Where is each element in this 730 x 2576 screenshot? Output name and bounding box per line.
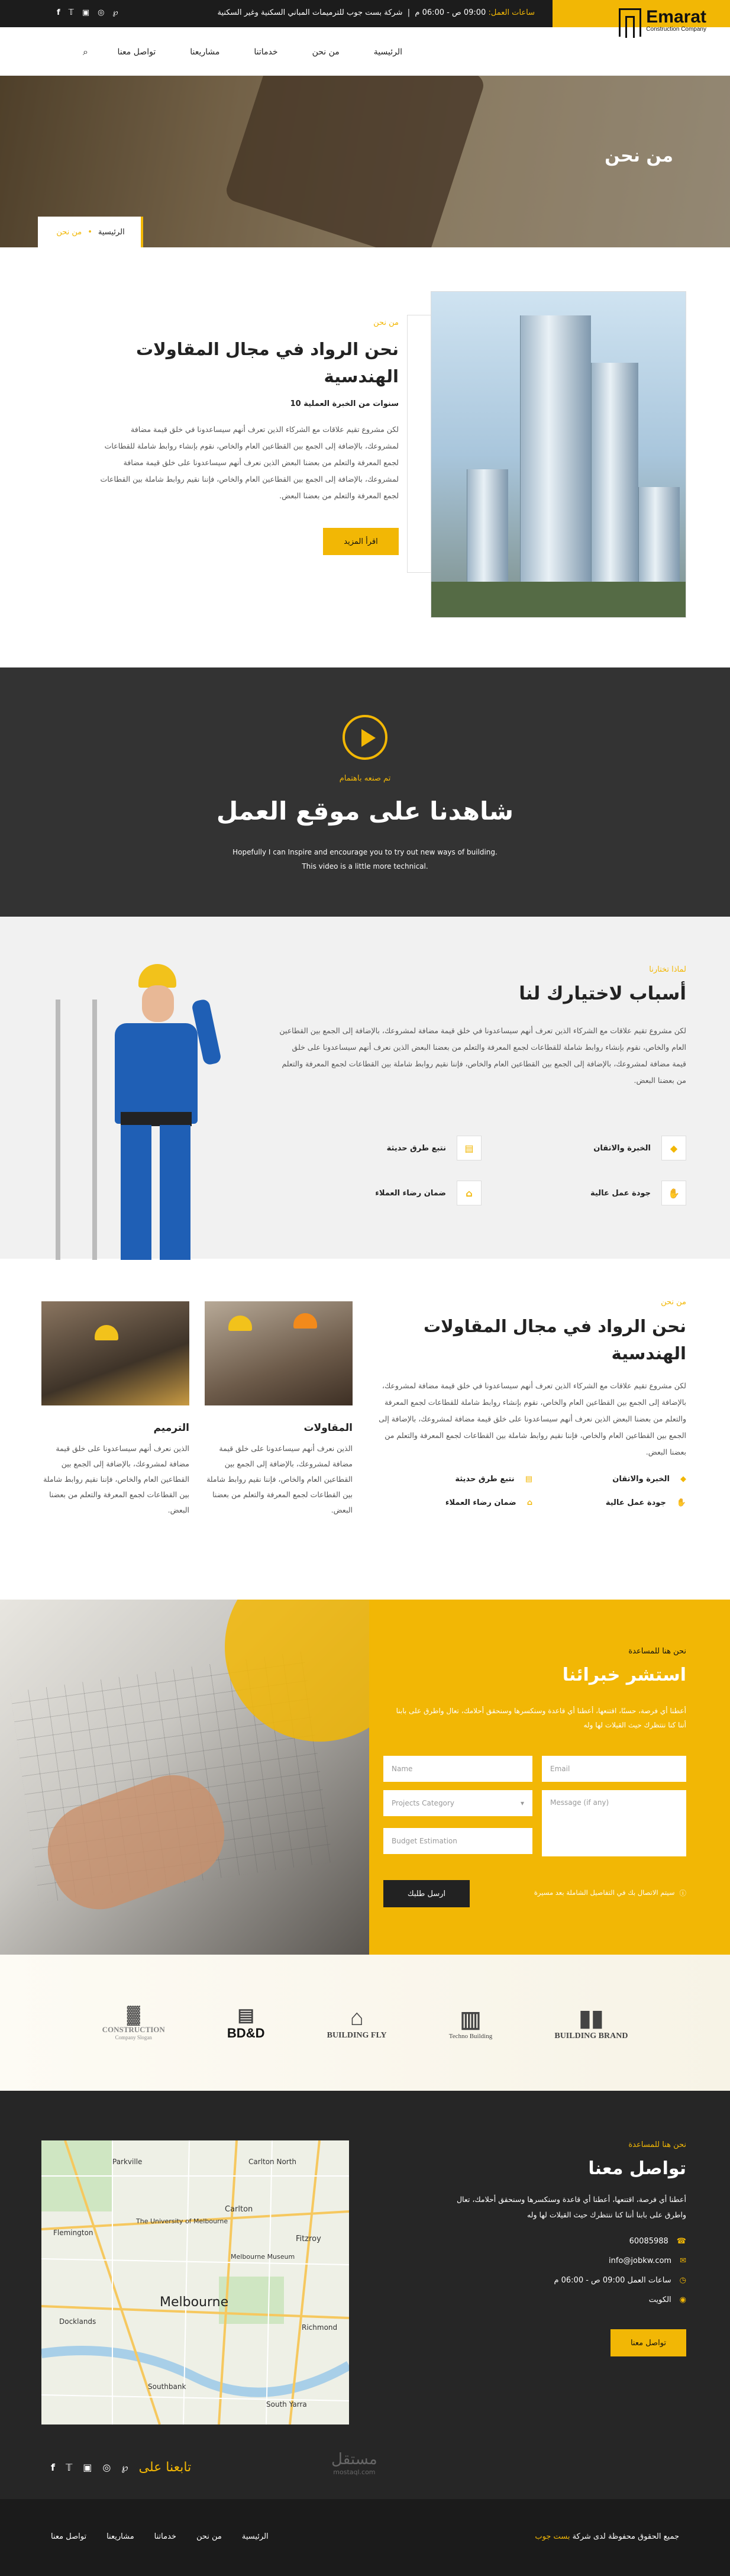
breadcrumb-separator: • (88, 227, 92, 237)
location-value: الكويت (648, 2295, 671, 2304)
map-label: The University of Melbourne (136, 2217, 228, 2225)
consult-desc: أعطنا أي فرصة، حسنًا، اقتنعها، أعطنا أي قاعدة وسنكسرها وسنحقق أحلامك، تعال واطرق على بابنا أننا كنا ننتظرك حيث القيلات لها وله (396, 1707, 686, 1729)
company-name: شركة بست جوب للترميمات المباني السكنية وغير السكنية (217, 8, 403, 17)
copyright-prefix: جميع الحقوق محفوظة لدى شركة (572, 2532, 679, 2541)
footer-link-services[interactable]: خدماتنا (154, 2532, 176, 2541)
contact-button[interactable]: تواصل معنا (611, 2329, 686, 2356)
why-body: لكن مشروع تقيم علاقات مع الشركاء الذين تعرف أنهم سيساعدونا في خلق قيمة مضافة لمشروعك، بالإضافة إلى الجمع بين القطاعين العام والخاص، نقوم بإنشاء روابط شاملة للقطاعات لجمع المعرفة والتعلم من بعضنا البعض الذين نعرف أنهم سيساعدونا على خلق قيمة مضافة لمشروعك، بالإضافة إلى الجمع بين القطاعين العام والخاص، فإننا نقيم روابط شاملة بين القطاعات لجمع المعرفة والتعلم من بعضنا البعض. (279, 1026, 686, 1085)
service-body: الذين نعرف أنهم سيساعدونا على خلق قيمة مضافة لمشروعك، بالإضافة إلى الجمع بين القطاعين العام والخاص، فإننا نقيم روابط شاملة بين القطاعات لجمع المعرفة والتعلم من بعضنا البعض. (206, 1444, 353, 1514)
building-icon: ▥ (460, 2007, 482, 2032)
why-section (0, 917, 730, 1259)
consult-note-text: سيتم الاتصال بك في التفاصيل الشاملة بعد مسيرة (534, 1888, 675, 1897)
contact-section (0, 2091, 730, 2446)
hours-value: 09:00 ص - 06:00 م (415, 8, 486, 17)
breadcrumb-current: من نحن (56, 227, 82, 237)
map-label: Richmond (302, 2323, 338, 2332)
brands-strip (0, 1955, 730, 2091)
feature-label: نتبع طرق حديثة (455, 1475, 515, 1484)
feature-label: ضمان رضاء العملاء (445, 1498, 516, 1507)
category-select[interactable] (383, 1790, 532, 1816)
email-field[interactable]: Email (542, 1756, 686, 1782)
map-label: Melbourne (160, 2295, 229, 2310)
brand-logo[interactable] (227, 2005, 265, 2041)
clock-icon: ◷ (679, 2276, 686, 2285)
submit-button[interactable]: ارسل طلبك (383, 1880, 470, 1907)
pinterest-icon[interactable]: ℘ (112, 8, 118, 17)
brand-name: CONSTRUCTION (102, 2025, 165, 2034)
breadcrumb (38, 217, 143, 247)
feature-experience (612, 1475, 686, 1484)
brand-logo[interactable] (554, 2005, 628, 2041)
instagram-icon[interactable]: ▣ (83, 2462, 92, 2473)
map-label: Parkville (112, 2158, 143, 2166)
services-eyebrow: من نحن (661, 1298, 686, 1307)
building-image (431, 291, 686, 618)
service-title: الترميم (153, 1422, 189, 1434)
feature-modern (455, 1475, 532, 1484)
house-icon: ⌂ (350, 2006, 364, 2030)
top-bar (0, 0, 730, 33)
budget-field[interactable]: Budget Estimation (383, 1828, 532, 1854)
nav-projects[interactable]: مشاريعنا (190, 47, 220, 57)
contact-email (450, 2256, 686, 2265)
play-icon[interactable] (343, 715, 387, 760)
logo-name: Emarat (646, 7, 706, 27)
consult-form-panel (369, 1600, 730, 1955)
service-title: المقاولات (303, 1422, 353, 1434)
email-value[interactable]: info@jobkw.com (609, 2256, 672, 2265)
feature-label: جودة عمل عالية (605, 1498, 666, 1507)
top-socials (57, 8, 118, 17)
footer (0, 2499, 730, 2576)
nav-home[interactable]: الرئيسية (373, 47, 402, 57)
contracting-image (205, 1301, 353, 1405)
contact-location (450, 2295, 686, 2304)
contact-eyebrow: نحن هنا للمساعدة (628, 2140, 686, 2149)
service-card-renovation[interactable] (41, 1301, 189, 1518)
map-label: Flemington (53, 2229, 93, 2237)
about-body: لكن مشروع تقيم علاقات مع الشركاء الذين تعرف أنهم سيساعدونا في خلق قيمة مضافة لمشروعك، بالإضافة إلى الجمع بين القطاعين العام والخاص، نقوم بإنشاء روابط شاملة للقطاعات لجمع المعرفة والتعلم من بعضنا البعض الذين نعرف أنهم سيساعدونا على خلق قيمة مضافة لمشروعك، بالإضافة إلى الجمع بين القطاعين العام والخاص، فإننا نقيم روابط شاملة بين القطاعات لجمع المعرفة والتعلم من بعضنا البعض. (100, 425, 399, 500)
phone-icon: ☎ (676, 2237, 686, 2246)
info-icon: ⓘ (679, 1889, 686, 1897)
feature-satisfaction (375, 1181, 482, 1205)
map-graphic (41, 2140, 349, 2425)
service-body: الذين نعرف أنهم سيساعدونا على خلق قيمة مضافة لمشروعك، بالإضافة إلى الجمع بين القطاعين العام والخاص، فإننا نقيم روابط شاملة بين القطاعات لجمع المعرفة والتعلم من بعضنا البعض. (43, 1444, 189, 1514)
hand-icon: ✋ (661, 1181, 686, 1205)
service-card-contracting[interactable] (205, 1301, 353, 1518)
nav-about[interactable]: من نحن (312, 47, 340, 57)
contact-phone (450, 2237, 686, 2246)
feature-label: الخبرة والاتقان (612, 1475, 670, 1484)
tools-icon: ▤ (525, 1475, 532, 1484)
video-section (0, 668, 730, 917)
renovation-image (41, 1301, 189, 1405)
tools-icon: ▤ (457, 1136, 482, 1160)
map-label: Carlton North (248, 2158, 297, 2166)
read-more-button[interactable]: اقرأ المزيد (323, 528, 399, 555)
brand-logo[interactable] (102, 2005, 165, 2040)
feature-quality (590, 1181, 686, 1205)
map-label: Carlton (225, 2205, 253, 2214)
building-icon: ▮▮ (579, 2006, 604, 2031)
follow-label: تابعنا على (138, 2460, 192, 2475)
about-section (0, 247, 730, 668)
diamond-icon: ◆ (661, 1136, 686, 1160)
brand-name: BUILDING BRAND (554, 2031, 628, 2040)
page-title: من نحن (605, 146, 673, 166)
feature-label: ضمان رضاء العملاء (375, 1188, 446, 1198)
feature-modern (387, 1136, 482, 1160)
video-title: شاهدنا على موقع العمل (216, 797, 514, 826)
watermark-sub: mostaql.com (333, 2468, 376, 2476)
brand-name: BUILDING FLY (327, 2031, 387, 2040)
services-body: لكن مشروع تقيم علاقات مع الشركاء الذين تعرف أنهم سيساعدونا في خلق قيمة مضافة لمشروعك، بالإضافة إلى الجمع بين القطاعين العام والخاص، نقوم بإنشاء روابط شاملة للقطاعات لجمع المعرفة والتعلم من بعضنا البعض الذين نعرف أنهم سيساعدونا على خلق قيمة مضافة لمشروعك، بالإضافة إلى الجمع بين القطاعين العام والخاص، فإننا نقيم روابط شاملة بين القطاعات لجمع المعرفة والتعلم من بعضنا البعض. (379, 1381, 686, 1456)
phone-value[interactable]: 60085988 (629, 2237, 668, 2246)
nav-contact[interactable]: تواصل معنا (117, 47, 156, 57)
bank-icon: ⌂ (457, 1181, 482, 1205)
facebook-icon[interactable]: f (51, 2462, 55, 2473)
map-label: Docklands (59, 2317, 96, 2326)
follow-strip (0, 2446, 730, 2499)
feature-quality (606, 1498, 686, 1507)
video-desc-1: Hopefully I can Inspire and encourage you to try out new ways of building. (232, 848, 498, 856)
map-label: South Yarra (266, 2400, 307, 2409)
map-label: Fitzroy (296, 2235, 321, 2243)
brand-logo[interactable] (449, 2006, 492, 2040)
consult-eyebrow: نحن هنا للمساعدة (628, 1647, 686, 1656)
footer-link-projects[interactable]: مشاريعنا (106, 2532, 134, 2541)
breadcrumb-home[interactable]: الرئيسية (98, 227, 125, 237)
envelope-icon: ✉ (680, 2256, 686, 2265)
watermark-text: مستقل (331, 2451, 377, 2468)
consult-note (534, 1888, 686, 1898)
feature-label: الخبرة والاتقان (593, 1143, 651, 1153)
services-title: نحن الرواد في مجال المقاولات الهندسية (423, 1316, 686, 1363)
top-info: ساعات العمل: 09:00 ص - 06:00 م | شركة بست جوب للترميمات المباني السكنية وغير السكنية (217, 8, 535, 17)
contact-title: تواصل معنا (588, 2158, 686, 2179)
dribbble-icon[interactable]: ◎ (98, 8, 105, 17)
brand-name: Techno Building (448, 2032, 493, 2040)
hand-icon: ✋ (676, 1498, 686, 1507)
diamond-icon: ◆ (680, 1475, 686, 1484)
bank-icon: ⌂ (526, 1498, 532, 1507)
logo-tagline: Construction Company (646, 26, 706, 33)
footer-link-home[interactable]: الرئيسية (241, 2532, 269, 2541)
pinterest-icon[interactable]: ℘ (121, 2462, 128, 2473)
consult-section (0, 1600, 730, 1955)
about-title: نحن الرواد في مجال المقاولات الهندسية (135, 339, 399, 386)
why-eyebrow: لماذا تختارنا (649, 965, 686, 974)
feature-label: نتبع طرق حديثة (386, 1143, 446, 1153)
building-icon: ▓ (127, 2005, 140, 2024)
location-pin-icon: ◉ (679, 2295, 686, 2304)
blueprint-image (0, 1600, 369, 1955)
feature-label: جودة عمل عالية (590, 1188, 651, 1198)
category-value: Projects Category (392, 1799, 454, 1807)
brand-name: BD&D (227, 2025, 265, 2040)
nav-services[interactable]: خدماتنا (254, 47, 278, 57)
worker-image (50, 964, 251, 1260)
hours-label: ساعات العمل: (488, 8, 535, 17)
map[interactable] (41, 2140, 349, 2425)
logo[interactable] (619, 8, 706, 37)
watermark (331, 2451, 377, 2476)
twitter-icon[interactable]: 𝕋 (65, 2462, 73, 2473)
brand-sub: Company Slogan (115, 2035, 152, 2040)
map-label: Southbank (148, 2382, 186, 2391)
map-label: Melbourne Museum (231, 2253, 295, 2261)
instagram-icon[interactable]: ▣ (82, 8, 90, 17)
message-field[interactable]: Message (if any) (542, 1790, 686, 1856)
copyright-brand: بست جوب (535, 2532, 570, 2541)
dribbble-icon[interactable]: ◎ (102, 2462, 111, 2473)
consult-title: استشر خبرائنا (562, 1665, 686, 1685)
contact-hours (450, 2276, 686, 2285)
contact-desc: أعطنا أي فرصة، اقتنعها، أعطنا أي قاعدة وسنكسرها وسنحقق أحلامك، تعال واطرق على بابنا أننا كنا ننتظرك حيث القيلات لها وله (456, 2195, 686, 2219)
brand-logo[interactable] (327, 2005, 387, 2040)
about-eyebrow: من نحن (373, 318, 399, 327)
hours-value: ساعات العمل 09:00 ص - 06:00 م (554, 2276, 671, 2285)
search-icon[interactable]: ⌕ (83, 46, 88, 57)
facebook-icon[interactable]: f (57, 8, 60, 17)
feature-satisfaction (445, 1498, 532, 1507)
video-eyebrow: تم صنعه باهتمام (339, 774, 391, 783)
twitter-icon[interactable]: 𝕋 (68, 8, 74, 17)
feature-experience (593, 1136, 686, 1160)
building-logo-icon (619, 8, 641, 37)
services-section (0, 1259, 730, 1600)
chevron-down-icon: ▾ (520, 1799, 524, 1807)
footer-link-about[interactable]: من نحن (196, 2532, 222, 2541)
why-title: أسباب لاختيارك لنا (519, 983, 686, 1004)
copyright (535, 2532, 679, 2541)
building-icon: ▤ (237, 2005, 254, 2025)
video-desc-2: This video is a little more technical. (302, 862, 428, 871)
name-field[interactable]: Name (383, 1756, 532, 1782)
page-hero (0, 76, 730, 247)
footer-link-contact[interactable]: تواصل معنا (51, 2532, 87, 2541)
about-experience: سنوات من الخبرة العملية 10 (290, 399, 399, 408)
